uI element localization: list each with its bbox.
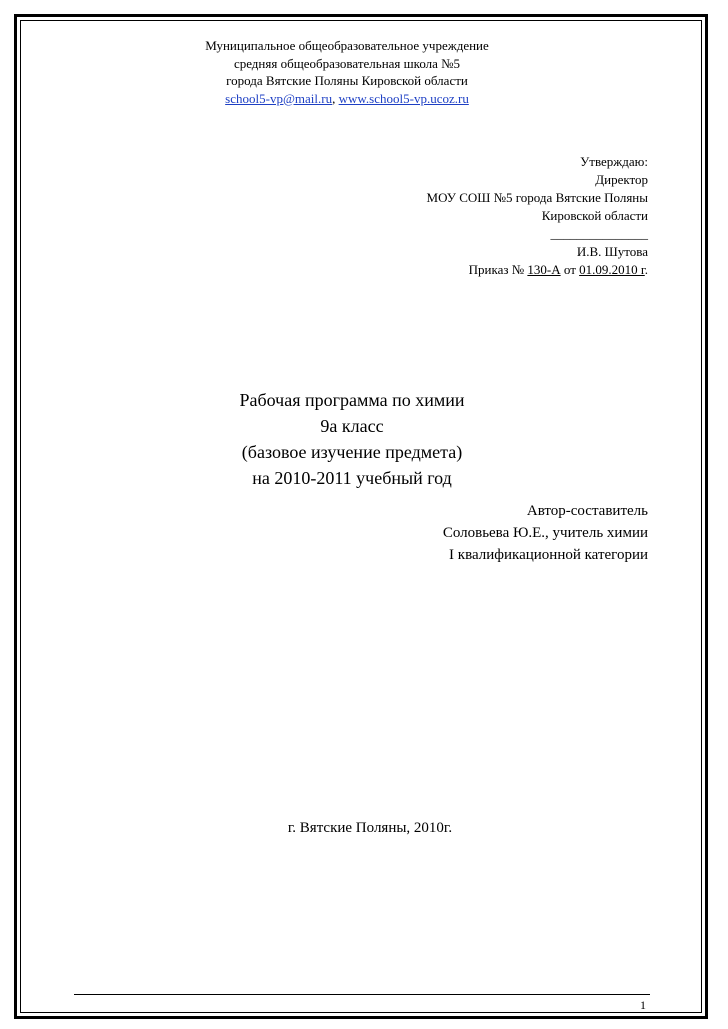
author-block [308,500,648,566]
author-category: I квалификационной категории [449,547,648,563]
approve-position: Директор [595,172,648,187]
contacts-separator: , [332,90,339,106]
header-line-1: Муниципальное общеобразовательное учреждение [205,38,489,53]
order-prefix: Приказ № [468,262,528,277]
header-line-3: города Вятские Поляны Кировской области [226,73,468,88]
approval-block [348,153,648,279]
order-date: 01.09.2010 г [579,262,645,277]
order-from: от [560,262,580,277]
author-name: Соловьева Ю.Е., учитель химии [442,525,648,541]
footer-rule [74,994,650,995]
title-line-3: (базовое изучение предмета) [241,442,463,462]
order-number: 130-А [527,262,561,277]
header-line-2: средняя общеобразовательная школа №5 [233,55,461,71]
page-number: 1 [640,998,646,1012]
signature-line: _______________ [550,226,648,241]
title-line-2: 9а класс [320,416,384,436]
author-label: Автор-составитель [526,503,648,519]
approve-label: Утверждаю: [580,154,648,169]
title-line-1: Рабочая программа по химии [239,390,465,410]
website-link[interactable]: www.school5-vp.ucoz.ru [338,90,469,106]
approve-name: И.В. Шутова [576,244,648,259]
approve-org: МОУ СОШ №5 города Вятские Поляны [426,190,648,205]
order-end: . [644,262,648,277]
title-line-4: на 2010-2011 учебный год [252,468,452,488]
email-link[interactable]: school5-vp@mail.ru [225,90,333,106]
school-header [176,37,518,107]
header-contacts [176,90,518,108]
document-title [212,387,492,491]
approve-region: Кировской области [541,208,648,223]
place-year: г. Вятские Поляны, 2010г. [287,820,453,836]
order-line [348,261,648,279]
